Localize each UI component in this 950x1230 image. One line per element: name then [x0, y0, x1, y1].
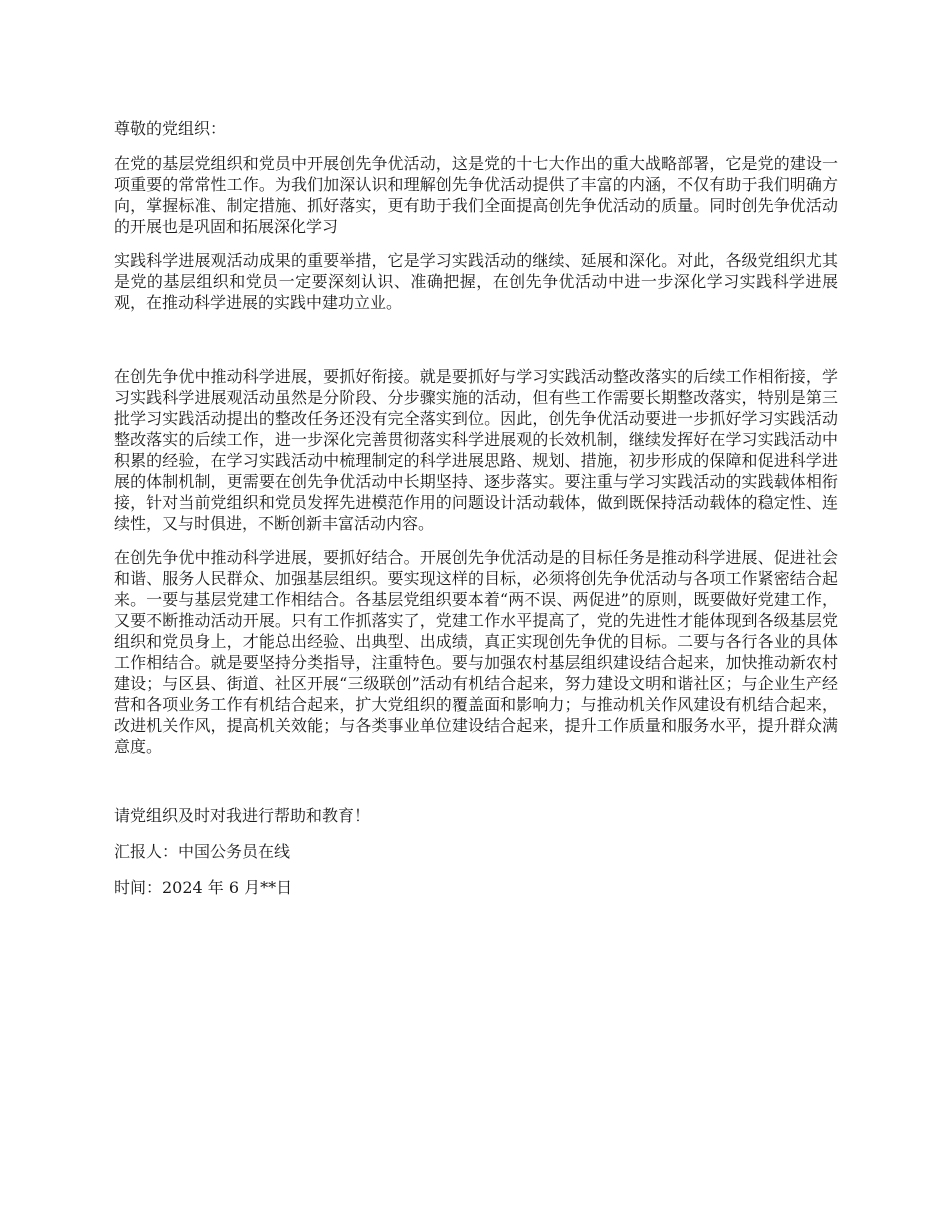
document-page: [114, 118, 838, 898]
body-paragraph: 实践科学进展观活动成果的重要举措，它是学习实践活动的继续、延展和深化。对此，各级党组织尤其是党的基层组织和党员一定要深刻认识、准确把握，在创先争优活动中进一步深化学习实践科学进展观，在推动科学进展的实践中建功立业。: [114, 251, 838, 312]
reporter-line: 汇报人：中国公务员在线: [114, 842, 291, 861]
closing-line: 请党组织及时对我进行帮助和教育！: [114, 806, 371, 825]
date-line: 时间：2024 年 6 月**日: [114, 878, 293, 897]
body-paragraph: 在创先争优中推动科学进展，要抓好结合。开展创先争优活动是的目标任务是推动科学进展、促进社会和谐、服务人民群众、加强基层组织。要实现这样的目标，必须将创先争优活动与各项工作紧密结合起来。一要与基层党建工作相结合。各基层党组织要本着“两不误、两促进”的原则，既要做好党建工作，又要不断推动活动开展。只有工作抓落实了，党建工作水平提高了，党的先进性才能体现到各级基层党组织和党员身上，才能总出经验、出典型、出成绩，真正实现创先争优的目标。二要与各行各业的具体工作相结合。就是要坚持分类指导，注重特色。要与加强农村基层组织建设结合起来，加快推动新农村建设；与区县、街道、社区开展“三级联创”活动有机结合起来，努力建设文明和谐社区；与企业生产经营和各项业务工作有机结合起来，扩大党组织的覆盖面和影响力；与推动机关作风建设有机结合起来，改进机关作风，提高机关效能；与各类事业单位建设结合起来，提升工作质量和服务水平，提升群众满意度。: [114, 548, 838, 756]
salutation: 尊敬的党组织：: [114, 119, 227, 138]
body-paragraph: 在创先争优中推动科学进展，要抓好衔接。就是要抓好与学习实践活动整改落实的后续工作相衔接，学习实践科学进展观活动虽然是分阶段、分步骤实施的活动，但有些工作需要长期整改落实，特别是第三批学习实践活动提出的整改任务还没有完全落实到位。因此，创先争优活动要进一步抓好学习实践活动整改落实的后续工作，进一步深化完善贯彻落实科学进展观的长效机制，继续发挥好在学习实践活动中积累的经验，在学习实践活动中梳理制定的科学进展思路、规划、措施，初步形成的保障和促进科学进展的体制机制，更需要在创先争优活动中长期坚持、逐步落实。要注重与学习实践活动的实践载体相衔接，针对当前党组织和党员发挥先进模范作用的问题设计活动载体，做到既保持活动载体的稳定性、连续性，又与时俱进，不断创新丰富活动内容。: [114, 367, 838, 533]
body-paragraph: 在党的基层党组织和党员中开展创先争优活动，这是党的十七大作出的重大战略部署，它是党的建设一项重要的常常性工作。为我们加深认识和理解创先争优活动提供了丰富的内涵，不仅有助于我们明确方向，掌握标准、制定措施、抓好落实，更有助于我们全面提高创先争优活动的质量。同时创先争优活动的开展也是巩固和拓展深化学习: [114, 154, 838, 236]
